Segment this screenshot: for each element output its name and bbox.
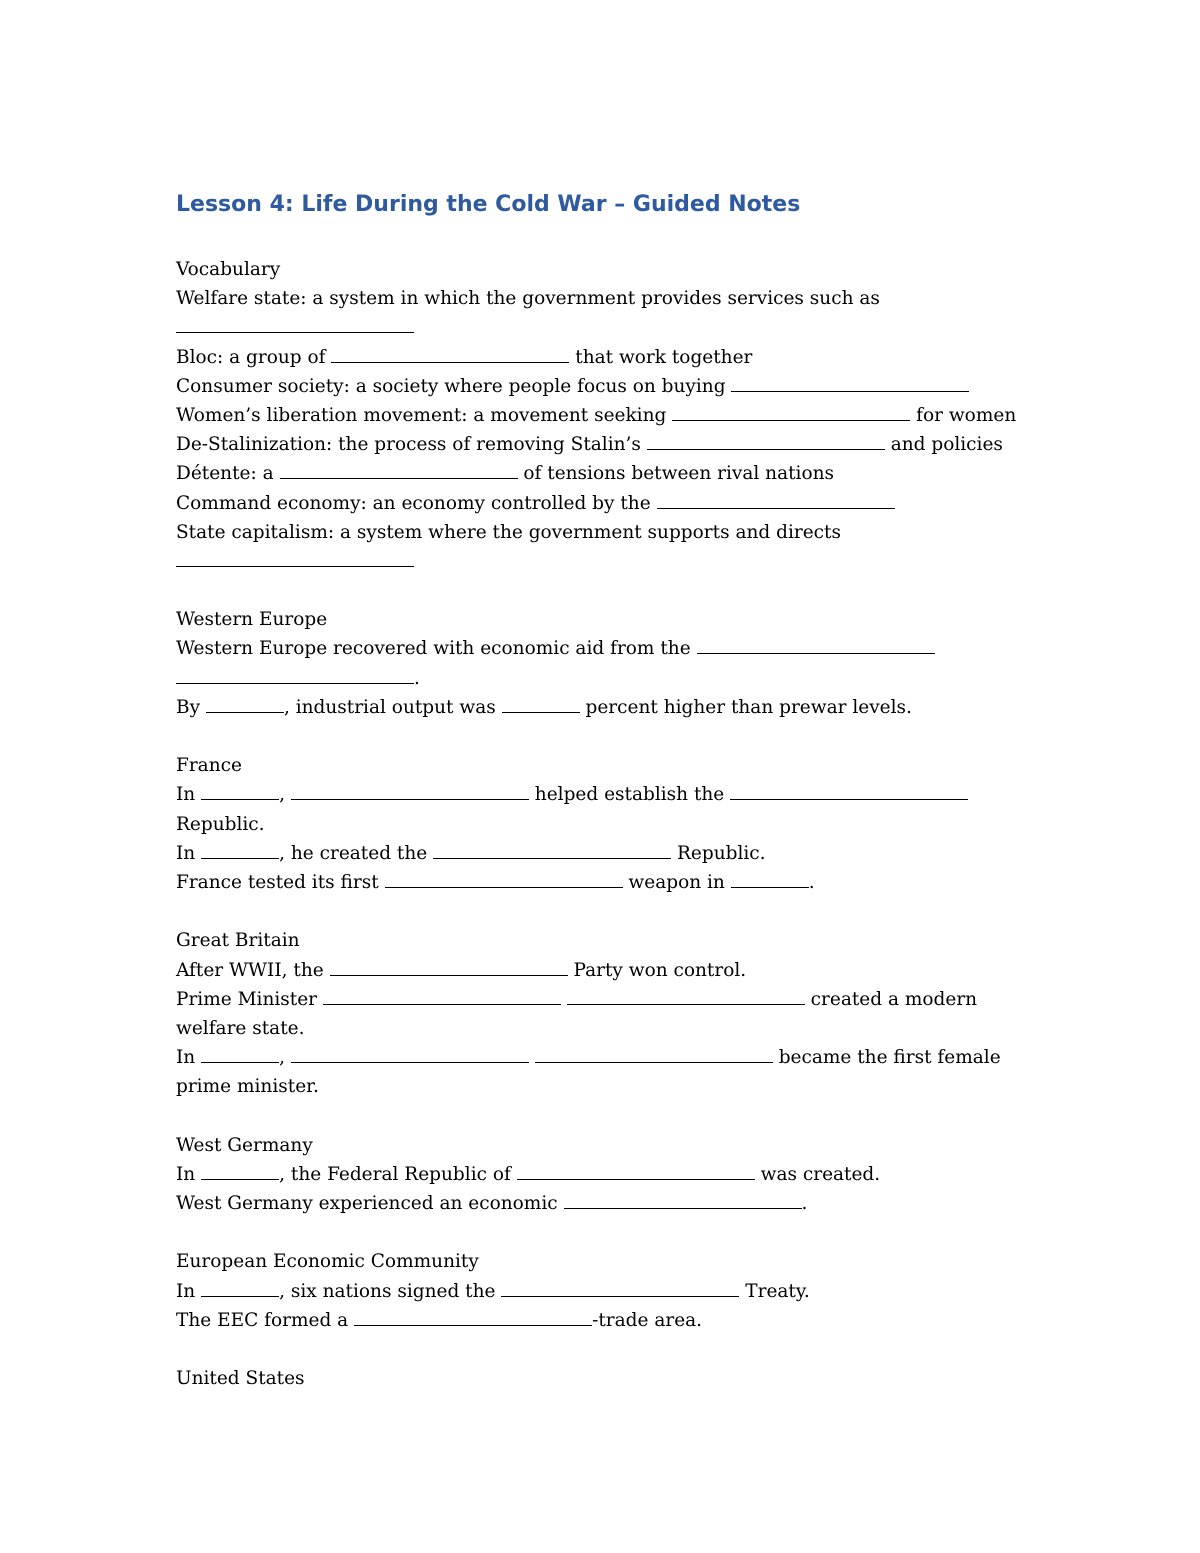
answer-blank[interactable] xyxy=(323,986,561,1005)
in-text: In xyxy=(176,1280,196,1302)
answer-blank[interactable] xyxy=(731,869,809,888)
france-heading: France xyxy=(176,755,242,777)
welfare-state-line xyxy=(176,284,1036,313)
france-created-line xyxy=(176,839,1036,868)
answer-blank[interactable] xyxy=(201,840,279,859)
womens-liberation-text: Women’s liberation movement: a movement seeking xyxy=(176,404,667,426)
section-spacer xyxy=(176,722,1036,751)
france-weapon-text: France tested its first xyxy=(176,871,379,893)
section-spacer xyxy=(176,897,1036,926)
west-germany-federal-text-end: was created. xyxy=(760,1163,881,1185)
page-title: Lesson 4: Life During the Cold War – Guided Notes xyxy=(176,192,801,217)
period-text: . xyxy=(808,871,815,893)
destalinization-line xyxy=(176,430,1036,459)
answer-blank[interactable] xyxy=(657,490,895,509)
britain-modern-text: created a modern xyxy=(810,988,978,1010)
welfare-state-text: Welfare state: a system in which the government provides services such as xyxy=(176,288,880,310)
guided-notes xyxy=(176,255,1036,1393)
state-capitalism-line xyxy=(176,518,1036,547)
answer-blank[interactable] xyxy=(280,460,518,479)
answer-blank[interactable] xyxy=(201,1278,279,1297)
answer-blank[interactable] xyxy=(176,665,414,684)
france-created-text-end: Republic. xyxy=(677,842,766,864)
answer-blank[interactable] xyxy=(502,694,580,713)
answer-blank[interactable] xyxy=(206,694,284,713)
destalinization-text: De-Stalinization: the process of removing Stalin’s xyxy=(176,434,641,456)
destalinization-text-end: and policies xyxy=(890,434,1003,456)
bloc-text: Bloc: a group of xyxy=(176,346,326,368)
answer-blank[interactable] xyxy=(433,840,671,859)
in-text: In xyxy=(176,842,196,864)
eec-treaty-line xyxy=(176,1277,1036,1306)
section-spacer xyxy=(176,1335,1036,1364)
bloc-text-end: that work together xyxy=(575,346,753,368)
bloc-line xyxy=(176,343,1036,372)
industrial-output-text: , industrial output was xyxy=(283,696,496,718)
western-europe-aid-line xyxy=(176,634,1036,663)
womens-liberation-line xyxy=(176,401,1036,430)
eec-heading: European Economic Community xyxy=(176,1251,479,1273)
answer-blank[interactable] xyxy=(517,1161,755,1180)
answer-blank[interactable] xyxy=(291,1044,529,1063)
vocabulary-heading: Vocabulary xyxy=(176,259,281,280)
consumer-society-line xyxy=(176,372,1036,401)
answer-blank[interactable] xyxy=(672,402,910,421)
answer-blank[interactable] xyxy=(731,373,969,392)
command-economy-line xyxy=(176,489,1036,518)
west-germany-boom-line xyxy=(176,1189,1036,1218)
eec-treaty-text: , six nations signed the xyxy=(279,1280,496,1302)
answer-blank[interactable] xyxy=(201,1161,279,1180)
section-spacer xyxy=(176,576,1036,605)
eec-trade-line xyxy=(176,1306,1036,1335)
west-germany-federal-text: , the Federal Republic of xyxy=(279,1163,511,1185)
detente-text: Détente: a xyxy=(176,463,274,485)
britain-party-text-end: Party won control. xyxy=(573,959,747,981)
answer-blank[interactable] xyxy=(535,1044,773,1063)
by-text: By xyxy=(176,696,201,718)
state-capitalism-blank-line xyxy=(176,547,1036,576)
period-text: . xyxy=(414,667,420,689)
comma-text: , xyxy=(279,1047,286,1069)
eec-trade-text-end: -trade area. xyxy=(592,1309,703,1331)
welfare-state-blank-line xyxy=(176,313,1036,342)
western-europe-heading: Western Europe xyxy=(176,609,328,631)
france-establish-line xyxy=(176,780,1036,809)
command-economy-text: Command economy: an economy controlled by the xyxy=(176,492,651,514)
answer-blank[interactable] xyxy=(176,314,414,333)
industrial-output-text-end: percent higher than prewar levels. xyxy=(585,696,912,718)
answer-blank[interactable] xyxy=(354,1307,592,1326)
in-text: In xyxy=(176,784,196,806)
industrial-output-line xyxy=(176,693,1036,722)
west-germany-federal-line xyxy=(176,1160,1036,1189)
detente-line xyxy=(176,459,1036,488)
britain-party-text: After WWII, the xyxy=(176,959,324,981)
france-created-text: , he created the xyxy=(279,842,428,864)
great-britain-heading: Great Britain xyxy=(176,930,300,952)
section-spacer xyxy=(176,1218,1036,1247)
france-weapon-line xyxy=(176,868,1036,897)
france-republic-line: Republic. xyxy=(176,813,265,835)
eec-trade-text: The EEC formed a xyxy=(176,1309,349,1331)
answer-blank[interactable] xyxy=(501,1278,739,1297)
west-germany-heading: West Germany xyxy=(176,1134,313,1156)
eec-treaty-text-end: Treaty. xyxy=(745,1280,810,1302)
consumer-society-text: Consumer society: a society where people focus on buying xyxy=(176,375,726,397)
comma-text: , xyxy=(279,784,286,806)
western-europe-aid-blank-line xyxy=(176,664,1036,693)
britain-pm-end-line: prime minister. xyxy=(176,1076,319,1098)
state-capitalism-text: State capitalism: a system where the government supports and directs xyxy=(176,521,841,543)
answer-blank[interactable] xyxy=(176,548,414,567)
period-text: . xyxy=(801,1193,808,1214)
answer-blank[interactable] xyxy=(730,781,968,800)
britain-pm-line xyxy=(176,985,1036,1014)
answer-blank[interactable] xyxy=(697,635,935,654)
answer-blank[interactable] xyxy=(647,431,885,450)
united-states-heading: United States xyxy=(176,1368,305,1390)
answer-blank[interactable] xyxy=(201,781,279,800)
britain-female-text: became the first female xyxy=(778,1047,1001,1069)
in-text: In xyxy=(176,1163,196,1185)
britain-welfare-line: welfare state. xyxy=(176,1017,305,1039)
answer-blank[interactable] xyxy=(330,957,568,976)
answer-blank[interactable] xyxy=(385,869,623,888)
answer-blank[interactable] xyxy=(291,781,529,800)
prime-minister-text: Prime Minister xyxy=(176,988,317,1010)
western-europe-aid-text: Western Europe recovered with economic aid from the xyxy=(176,638,691,660)
britain-female-line xyxy=(176,1043,1036,1072)
france-weapon-text-mid: weapon in xyxy=(628,871,725,893)
answer-blank[interactable] xyxy=(331,344,569,363)
section-spacer xyxy=(176,1101,1036,1130)
answer-blank[interactable] xyxy=(564,1190,802,1209)
answer-blank[interactable] xyxy=(201,1044,279,1063)
womens-liberation-text-end: for women xyxy=(916,404,1017,426)
in-text: In xyxy=(176,1047,196,1069)
france-establish-text: helped establish the xyxy=(534,784,725,806)
answer-blank[interactable] xyxy=(567,986,805,1005)
britain-party-line xyxy=(176,956,1036,985)
west-germany-boom-text: West Germany experienced an economic xyxy=(176,1193,558,1214)
detente-text-end: of tensions between rival nations xyxy=(523,463,835,485)
